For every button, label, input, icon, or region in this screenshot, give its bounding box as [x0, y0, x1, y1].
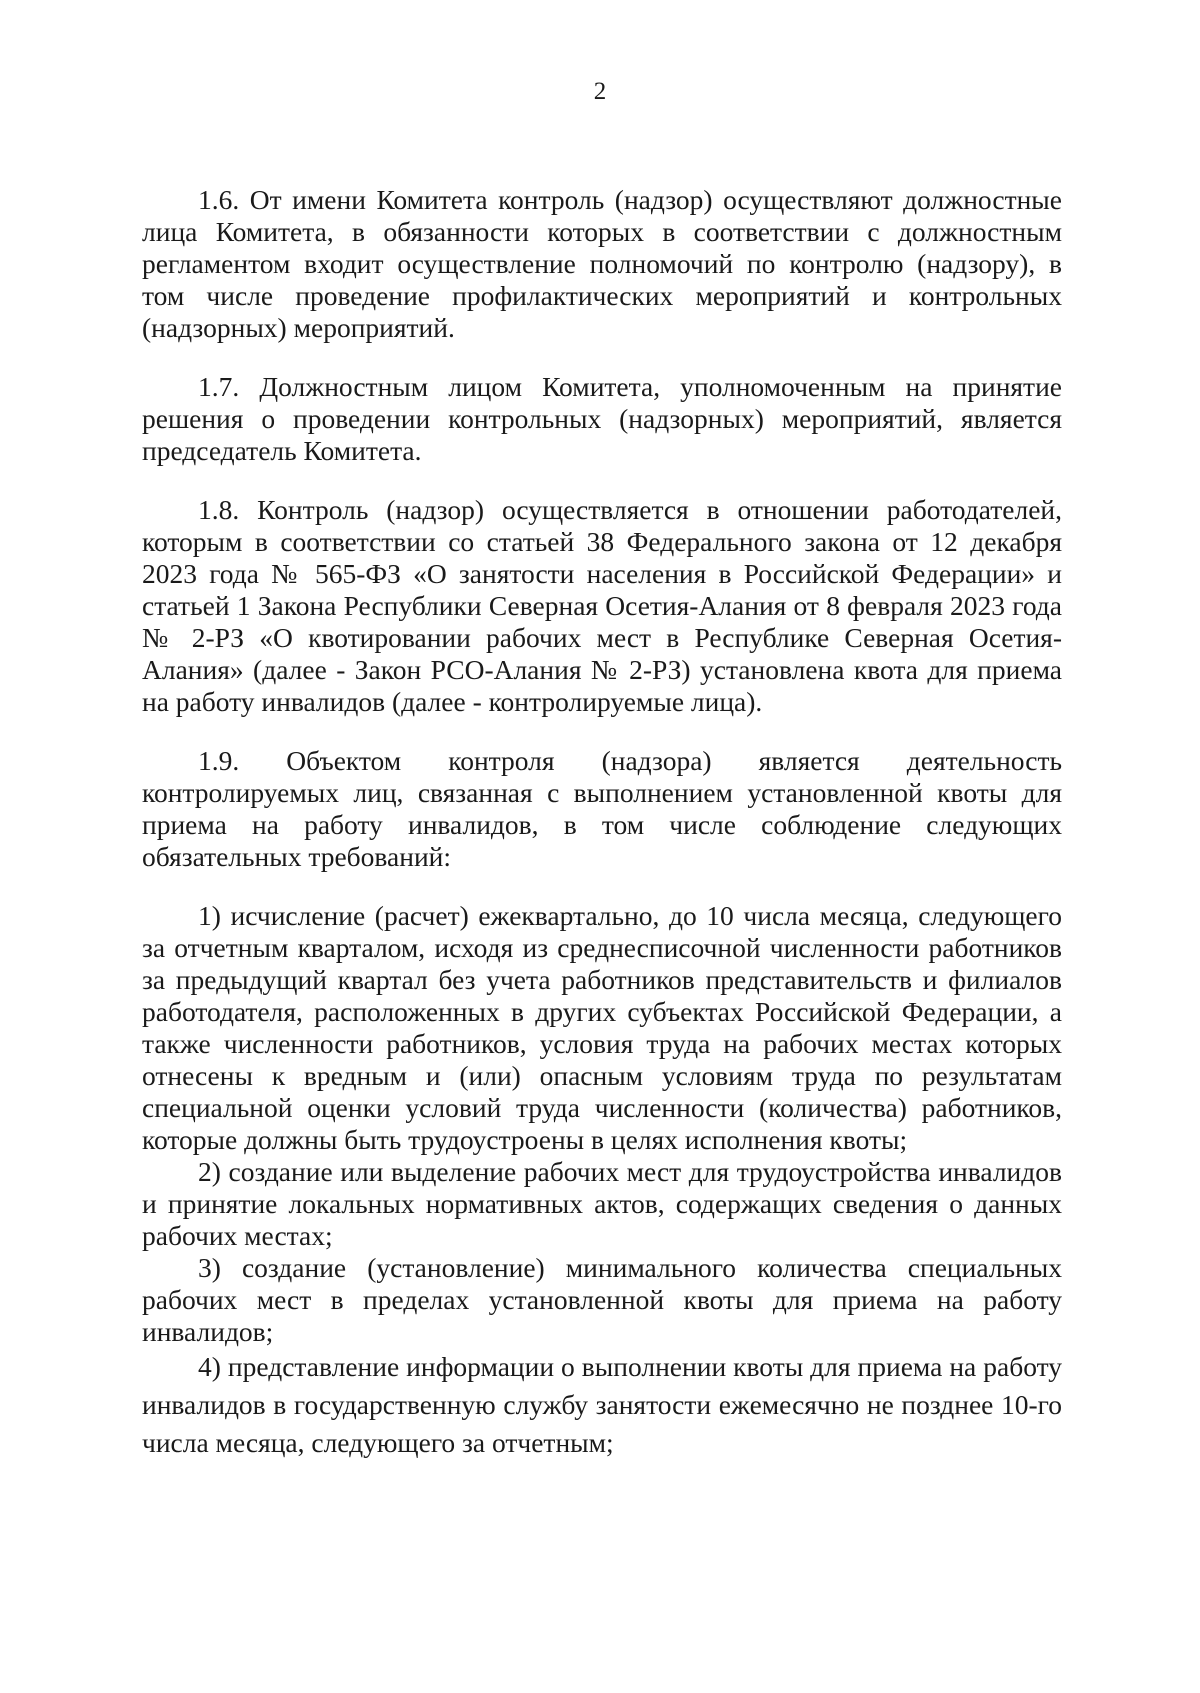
requirement-item-3: 3) создание (установление) минимального количества специальных рабочих мест в пределах установленной квоты для приема на работу инвалидов;	[142, 1252, 1062, 1347]
page-number: 2	[593, 78, 607, 105]
requirement-item-4: 4) представление информации о выполнении квоты для приема на работу инвалидов в государственную службу занятости ежемесячно не позднее 10-го числа месяца, следующего за отчетным;	[142, 1351, 1062, 1458]
requirement-item-1: 1) исчисление (расчет) ежеквартально, до 10 числа месяца, следующего за отчетным кварталом, исходя из среднесписочной численности работников за предыдущий квартал без учета работников представительств и филиалов работодателя, расположенных в других субъектах Российской Федерации, а также численности работников, условия труда на рабочих местах которых отнесены к вредным и (или) опасным условиям труда по результатам специальной оценки условий труда численности (количества) работников, которые должны быть трудоустроены в целях исполнения квоты;	[142, 900, 1062, 1155]
paragraph-1-6: 1.6. От имени Комитета контроль (надзор) осуществляют должностные лица Комитета, в обязанности которых в соответствии с должностным регламентом входит осуществление полномочий по контролю (надзору), в том числе проведение профилактических мероприятий и контрольных (надзорных) мероприятий.	[142, 184, 1062, 343]
paragraph-1-9: 1.9. Объектом контроля (надзора) является деятельность контролируемых лиц, связанная с выполнением установленной квоты для приема на работу инвалидов, в том числе соблюдение следующих обязательных требований:	[142, 745, 1062, 872]
document-body	[142, 184, 1062, 1462]
paragraph-1-8: 1.8. Контроль (надзор) осуществляется в отношении работодателей, которым в соответствии со статьей 38 Федерального закона от 12 декабря 2023 года № 565-ФЗ «О занятости населения в Российской Федерации» и статьей 1 Закона Республики Северная Осетия-Алания от 8 февраля 2023 года № 2-РЗ «О квотировании рабочих мест в Республике Северная Осетия-Алания» (далее - Закон РСО-Алания № 2-РЗ) установлена квота для приема на работу инвалидов (далее - контролируемые лица).	[142, 494, 1062, 717]
paragraph-1-7: 1.7. Должностным лицом Комитета, уполномоченным на принятие решения о проведении контрольных (надзорных) мероприятий, является председатель Комитета.	[142, 371, 1062, 466]
requirement-item-2: 2) создание или выделение рабочих мест для трудоустройства инвалидов и принятие локальных нормативных актов, содержащих сведения о данных рабочих местах;	[142, 1156, 1062, 1251]
